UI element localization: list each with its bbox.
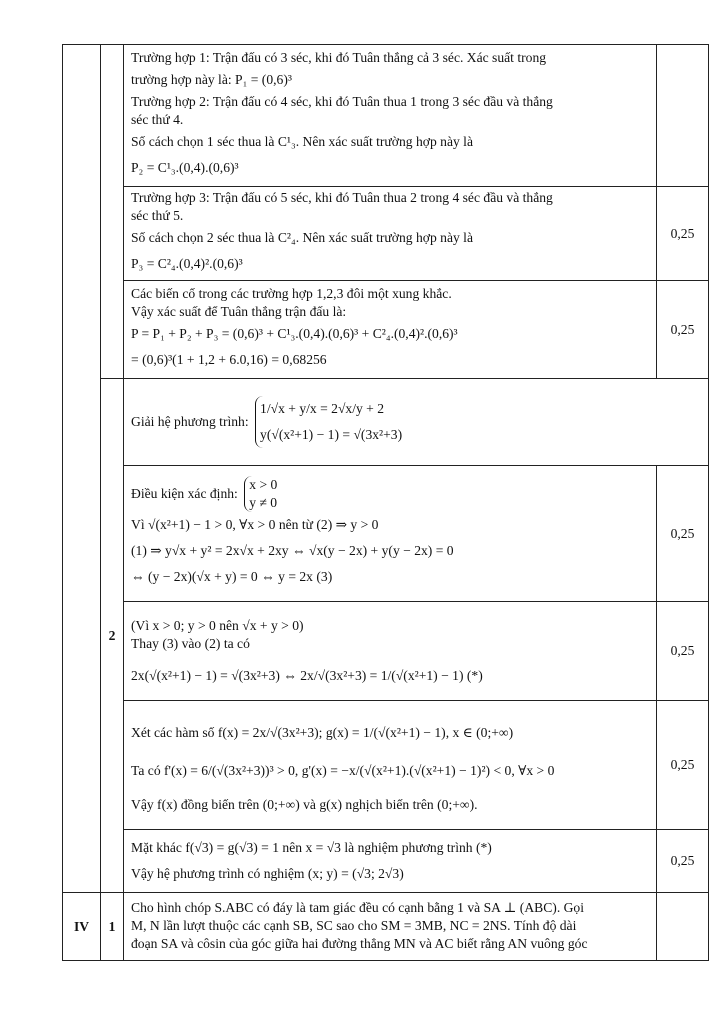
formula-line: x > 0 — [249, 477, 278, 492]
score-cell: 0,25 — [657, 466, 709, 602]
text-line: Trường hợp 1: Trận đấu có 3 séc, khi đó Tuân thắng cả 3 séc. Xác suất trong — [131, 50, 547, 65]
question-label: 1 — [101, 893, 124, 961]
content-cell — [124, 379, 709, 466]
score-cell: 0,25 — [657, 187, 709, 281]
table-row — [63, 602, 709, 701]
score-cell — [657, 893, 709, 961]
formula-line: P₂ = C¹₃.(0,4).(0,6)³ — [131, 160, 239, 175]
score-cell: 0,25 — [657, 602, 709, 701]
formula-line: y(√(x²+1) − 1) = √(3x²+3) — [260, 426, 403, 442]
formula-line: P = P₁ + P₂ + P₃ = (0,6)³ + C¹₃.(0,4).(0,6)³ + C²₄.(0,4)².(0,6)³ — [131, 326, 458, 341]
text-line: Điều kiện xác định: — [131, 486, 238, 501]
text-line: Cho hình chóp S.ABC có đáy là tam giác đều có cạnh bằng 1 và SA ⊥ (ABC). Gọi — [131, 900, 585, 915]
condition-system — [244, 476, 277, 512]
text-line: đoạn SA và côsin của góc giữa hai đường thẳng MN và AC biết rằng AN vuông góc — [131, 936, 588, 951]
text-line: Thay (3) vào (2) ta có — [131, 635, 250, 651]
formula-line: Vì √(x²+1) − 1 > 0, ∀x > 0 nên từ (2) ⇒ y > 0 — [131, 517, 379, 532]
formula-line: 2x(√(x²+1) − 1) = √(3x²+3) ⇔ 2x/√(3x²+3) = 1/(√(x²+1) − 1) (*) — [131, 667, 483, 683]
text-line: Trường hợp 2: Trận đấu có 4 séc, khi đó Tuân thua 1 trong 3 séc đầu và thắng — [131, 94, 553, 109]
score-cell: 0,25 — [657, 830, 709, 893]
content-cell — [124, 281, 657, 379]
formula-line: Mặt khác f(√3) = g(√3) = 1 nên x = √3 là nghiệm phương trình (*) — [131, 839, 492, 855]
formula-line: y ≠ 0 — [249, 495, 278, 510]
formula-line: ⇔ (y − 2x)(√x + y) = 0 ⇔ y = 2x (3) — [131, 569, 333, 584]
formula-line: Ta có f'(x) = 6/(√(3x²+3))³ > 0, g'(x) = −x/(√(x²+1).(√(x²+1) − 1)²) < 0, ∀x > 0 — [131, 762, 555, 778]
table-row — [63, 466, 709, 602]
table-row — [63, 281, 709, 379]
content-cell — [124, 187, 657, 281]
text-line: Số cách chọn 1 séc thua là C¹₃. Nên xác suất trường hợp này là — [131, 134, 473, 149]
text-line: Trường hợp 3: Trận đấu có 5 séc, khi đó Tuân thua 2 trong 4 séc đầu và thắng — [131, 190, 553, 205]
text-line: Các biến cố trong các trường hợp 1,2,3 đôi một xung khắc. — [131, 286, 452, 301]
table-row — [63, 187, 709, 281]
content-cell — [124, 602, 657, 701]
formula-line: = (0,6)³(1 + 1,2 + 6.0,16) = 0,68256 — [131, 352, 327, 367]
table-row — [63, 701, 709, 830]
text-line: séc thứ 4. — [131, 112, 184, 127]
text-line: Giải hệ phương trình: — [131, 413, 249, 429]
text-line: séc thứ 5. — [131, 208, 184, 223]
text-line: (Vì x > 0; y > 0 nên √x + y > 0) — [131, 617, 304, 633]
formula-line: Vậy hệ phương trình có nghiệm (x; y) = (√3; 2√3) — [131, 865, 404, 881]
text-line: trường hợp này là: P₁ = (0,6)³ — [131, 72, 292, 87]
part-label: IV — [63, 893, 101, 961]
formula-line: (1) ⇒ y√x + y² = 2x√x + 2xy ⇔ √x(y − 2x) + y(y − 2x) = 0 — [131, 543, 454, 558]
table-row — [63, 45, 709, 187]
content-cell — [124, 701, 657, 830]
question-number — [101, 379, 124, 893]
score-cell: 0,25 — [657, 281, 709, 379]
content-cell — [124, 830, 657, 893]
content-cell — [124, 466, 657, 602]
table-row — [63, 379, 709, 466]
score-cell — [657, 45, 709, 187]
score-cell: 0,25 — [657, 701, 709, 830]
formula-line: 1/√x + y/x = 2√x/y + 2 — [260, 400, 385, 416]
part-cell — [63, 45, 101, 893]
solution-table — [62, 44, 709, 961]
formula-line: Vậy f(x) đồng biến trên (0;+∞) và g(x) nghịch biến trên (0;+∞). — [131, 796, 478, 812]
equation-system — [255, 396, 402, 448]
formula-line: P₃ = C²₄.(0,4)².(0,6)³ — [131, 256, 243, 271]
table-row — [63, 830, 709, 893]
text-line: Số cách chọn 2 séc thua là C²₄. Nên xác suất trường hợp này là — [131, 230, 473, 245]
text-line: M, N lần lượt thuộc các cạnh SB, SC sao cho SM = 3MB, NC = 2NS. Tính độ dài — [131, 918, 577, 933]
formula-line: Xét các hàm số f(x) = 2x/√(3x²+3); g(x) = 1/(√(x²+1) − 1), x ∈ (0;+∞) — [131, 724, 514, 740]
text-line: Vậy xác suất để Tuân thắng trận đấu là: — [131, 304, 347, 319]
table-row — [63, 893, 709, 961]
content-cell — [124, 45, 657, 187]
question-cell — [101, 45, 124, 379]
question-label: 2 — [108, 627, 116, 643]
content-cell — [124, 893, 657, 961]
